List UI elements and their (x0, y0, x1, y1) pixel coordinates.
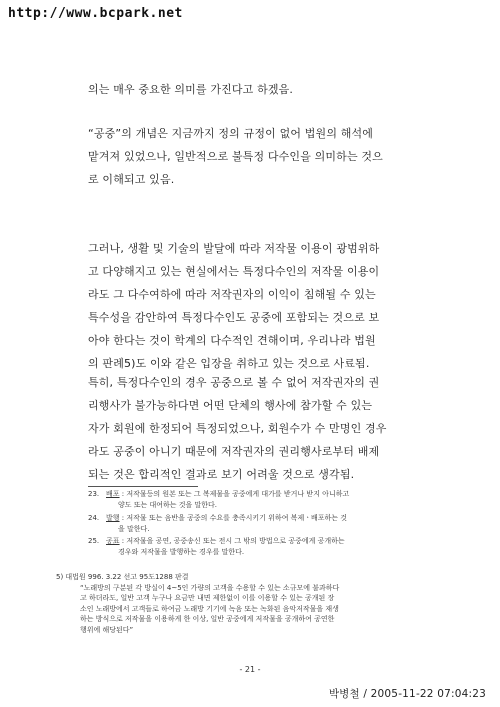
body-paragraph-0 (88, 78, 438, 101)
body-line: 되는 것은 합리적인 결과로 보기 어려울 것으로 생각됨. (88, 468, 355, 481)
footnote-line: 저작물등의 원본 또는 그 복제물을 공중에게 대가를 받거나 받지 아니하고 (126, 490, 350, 498)
author-timestamp-stamp: 박병철 / 2005-11-22 07:04:23 (328, 688, 486, 700)
body-line: 고 다양해지고 있는 현실에서는 특정다수인의 저작물 이용이 (88, 265, 380, 278)
body-line: 로 이해되고 있음. (88, 173, 175, 186)
body-line: 그러나, 생활 및 기술의 발달에 따라 저작물 이용이 광범위하 (88, 242, 380, 255)
footnote-number: 24. (88, 514, 100, 522)
case-footnote (56, 572, 339, 635)
body-line: “공중”의 개념은 지금까지 정의 규정이 없어 법원의 해석에 (88, 127, 374, 140)
case-quote-line: 소인 노래방에서 고객들로 하여금 노래방 기기에 녹음 또는 녹화된 음악저작물을 재생 (80, 604, 339, 613)
body-line: 의 판례5)도 이와 같은 입장을 취하고 있는 것으로 사료됨. (88, 357, 370, 370)
case-quote-line: 하는 방식으로 저작물을 이용하게 한 이상, 일반 공중에게 저작물을 공개하여 공연한 (80, 615, 335, 623)
footnote-line: 저작물 또는 음반을 공중의 수요를 충족시키기 위하여 복제ㆍ배포하는 것 (126, 514, 348, 522)
footnote-23: 23. 배포 : 저작물등의 원본 또는 그 복제물을 공중에게 대가를 받거나 받지 아니하고 양도 또는 대여하는 것을 말한다. (88, 490, 350, 509)
body-line: 특수성을 감안하여 특정다수인도 공중에 포함되는 것으로 보 (88, 311, 380, 324)
footnote-line: 경우와 저작물을 발행하는 경우를 말한다. (118, 548, 245, 556)
body-line: 라도 그 다수여하에 따라 저작권자의 이익이 침해될 수 있는 (88, 288, 376, 301)
footnote-line: 저작물을 공연, 공중송신 또는 전시 그 밖의 방법으로 공중에게 공개하는 (126, 537, 345, 545)
footnote-divider (88, 486, 198, 487)
body-paragraph-3 (88, 371, 438, 486)
footnote-number: 23. (88, 490, 100, 498)
footnote-term: 발행 (106, 514, 120, 522)
body-line: 라도 공중이 아니기 때문에 저작권자의 권리행사로부터 배제 (88, 445, 380, 458)
body-paragraph-2 (88, 237, 438, 375)
case-quote-line: “노래방의 구분된 각 방실이 4~5인 가량의 고객을 수용할 수 있는 소규모에 불과하다 (80, 583, 340, 592)
footnote-line: 을 말한다. (118, 525, 150, 533)
body-paragraph-1 (88, 122, 438, 191)
body-line: 맡겨져 있었으나, 일반적으로 불특정 다수인을 의미하는 것으 (88, 150, 383, 163)
footnote-25: 25. 공표 : 저작물을 공연, 공중송신 또는 전시 그 밖의 방법으로 공중에게 공개하는 경우와 저작물을 발행하는 경우를 말한다. (88, 537, 345, 556)
body-line: 아야 한다는 것이 학계의 다수적인 견해이며, 우리나라 법원 (88, 334, 376, 347)
footnote-24: 24. 발행 : 저작물 또는 음반을 공중의 수요를 충족시키기 위하여 복제ㆍ배포하는 것 을 말한다. (88, 514, 348, 533)
body-line: 의는 매우 중요한 의미를 가진다고 하겠음. (88, 83, 294, 96)
body-line: 리행사가 불가능하다면 어떤 단체의 행사에 참가할 수 있는 (88, 399, 373, 412)
page-number: - 21 - (239, 665, 261, 674)
footnote-term: 배포 (106, 490, 120, 498)
footnote-number: 25. (88, 537, 100, 545)
footnote-line: 양도 또는 대여하는 것을 말한다. (118, 501, 218, 509)
footnote-term: 공표 (106, 537, 120, 545)
case-quote-line: 고 하더라도, 일반 고객 누구나 요금만 내면 제한없이 이를 이용할 수 있는 공개된 장 (80, 594, 335, 602)
watermark-url: http://www.bcpark.net (8, 6, 183, 21)
case-reference: 5) 대법원 996. 3.22 선고 95도1288 판결 (56, 573, 189, 581)
case-quote-line: 행위에 해당된다” (80, 625, 134, 634)
body-line: 특히, 특정다수인의 경우 공중으로 볼 수 없어 저작권자의 권 (88, 376, 380, 389)
body-line: 자가 회원에 한정되어 특정되었으나, 회원수가 수 만명인 경우 (88, 422, 387, 435)
